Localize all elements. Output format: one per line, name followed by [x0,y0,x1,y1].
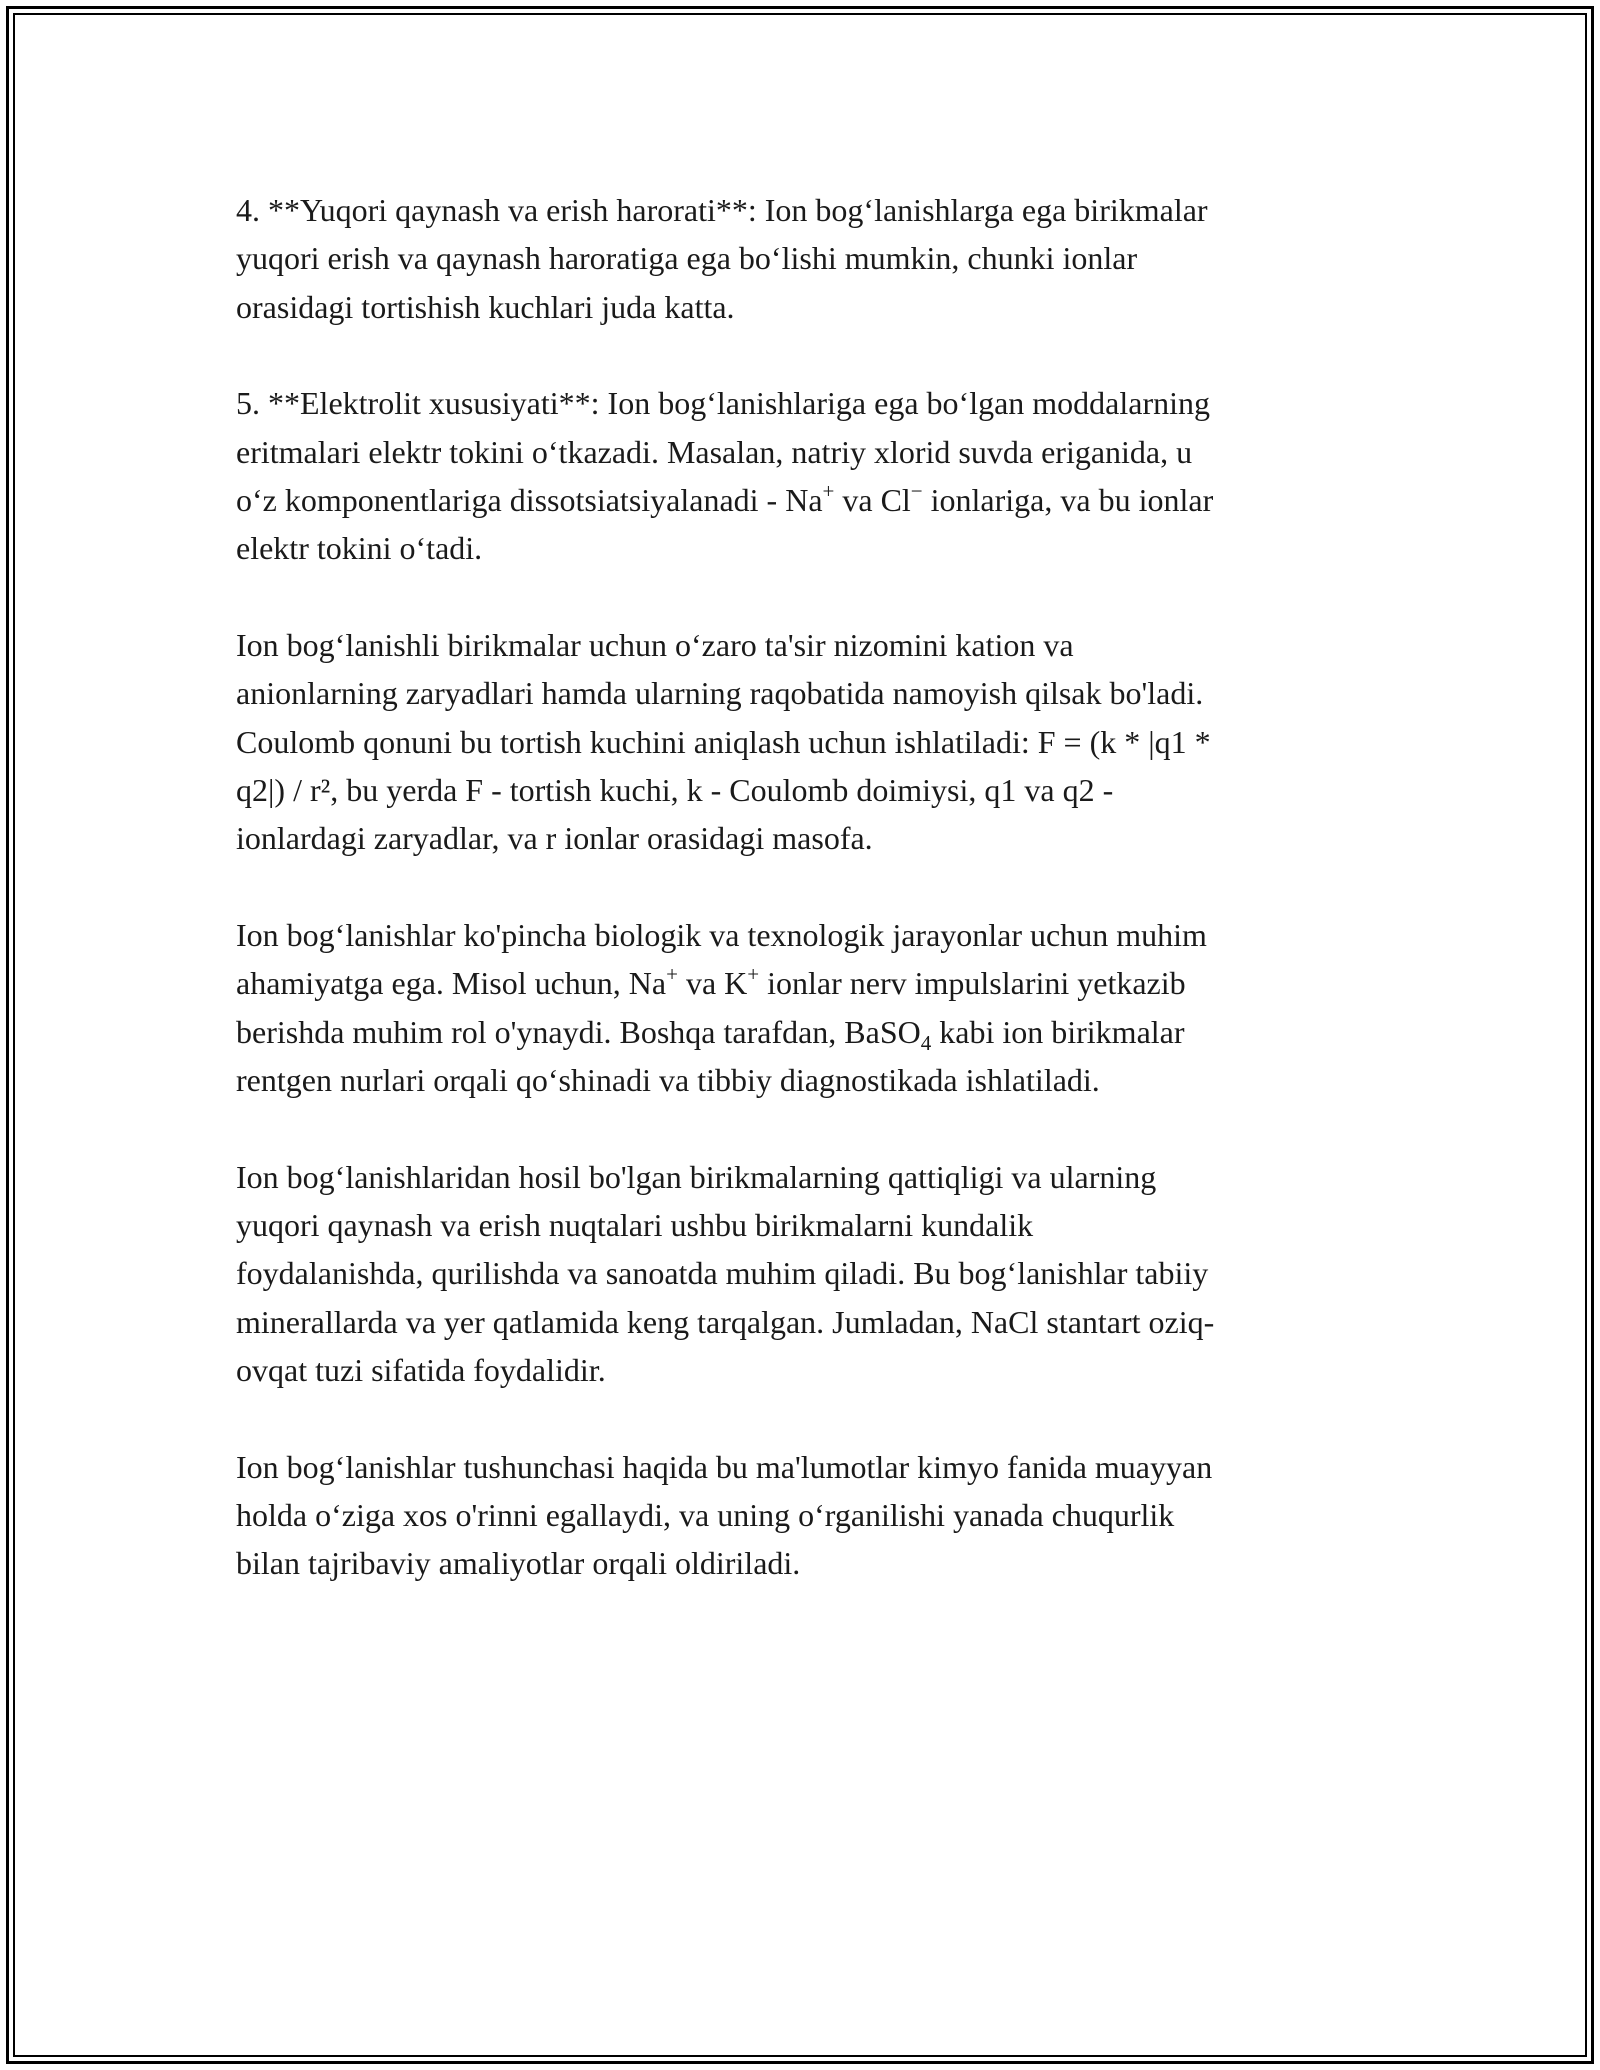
text-line: berishda muhim rol o'ynaydi. Boshqa tarafdan, BaSO$_4$ kabi ion birikmalar [236,1013,1185,1055]
text-line: ovqat tuzi sifatida foydalidir. [236,1352,606,1389]
paragraph-high-boiling-point [236,186,1366,331]
text-line: rentgen nurlari orqali qo‘shinadi va tibbiy diagnostikada ishlatiladi. [236,1062,1100,1099]
paragraph-coulomb-law [236,621,1366,863]
text-line: 4. **Yuqori qaynash va erish harorati**: Ion bog‘lanishlarga ega birikmalar [236,192,1208,228]
text-line: foydalanishda, qurilishda va sanoatda muhim qiladi. Bu bog‘lanishlar tabiiy [236,1255,1209,1292]
text-line: Coulomb qonuni bu tortish kuchini aniqlash uchun ishlatiladi: F = (k * |q1 * [236,723,1211,760]
text-line: holda o‘ziga xos o'rinni egallaydi, va uning o‘rganilishi yanada chuqurlik [236,1496,1175,1533]
formula-subscript: 4 [920,1030,932,1055]
text-line: eritmalari elektr tokini o‘tkazadi. Masalan, natriy xlorid suvda eriganida, u [236,433,1193,470]
paragraph-conclusion [236,1443,1366,1588]
charge-superscript: − [910,479,923,504]
text-line: orasidagi tortishish kuchlari juda katta. [236,288,735,325]
text-line: bilan tajribaviy amaliyotlar orqali oldiriladi. [236,1545,801,1582]
text-line: minerallarda va yer qatlamida keng tarqalgan. Jumladan, NaCl stantart oziq- [236,1303,1215,1340]
paragraph-electrolyte-property [236,379,1366,573]
text-line: yuqori qaynash va erish nuqtalari ushbu birikmalarni kundalik [236,1206,1034,1243]
text-line: ahamiyatga ega. Misol uchun, Na+ va K+ ionlar nerv impulslarini yetkazib [236,962,1186,1002]
text-line: Ion bog‘lanishlar ko'pincha biologik va texnologik jarayonlar uchun muhim [236,916,1207,953]
document-body [236,186,1366,1636]
paragraph-hardness-usage [236,1153,1366,1395]
text-line: ionlardagi zaryadlar, va r ionlar orasidagi masofa. [236,820,873,857]
text-line: q2|) / r², bu yerda F - tortish kuchi, k - Coulomb doimiysi, q1 va q2 - [236,772,1114,809]
text-line: Ion bog‘lanishlaridan hosil bo'lgan birikmalarning qattiqligi va ularning [236,1158,1157,1195]
charge-superscript: + [666,962,678,987]
text-line: 5. **Elektrolit xususiyati**: Ion bog‘lanishlariga ega bo‘lgan moddalarning [236,385,1211,422]
text-line: Ion bog‘lanishlar tushunchasi haqida bu ma'lumotlar kimyo fanida muayyan [236,1448,1213,1485]
text-line: elektr tokini o‘tadi. [236,530,483,567]
text-line: o‘z komponentlariga dissotsiatsiyalanadi - Na+ va Cl− ionlariga, va bu ionlar [236,479,1214,519]
text-line: Ion bog‘lanishli birikmalar uchun o‘zaro ta'sir nizomini kation va [236,626,1074,663]
charge-superscript: + [822,479,835,504]
text-line: yuqori erish va qaynash haroratiga ega bo‘lishi mumkin, chunki ionlar [236,240,1138,277]
paragraph-biological-importance [236,911,1366,1105]
charge-superscript: + [747,962,760,987]
text-line: anionlarning zaryadlari hamda ularning raqobatida namoyish qilsak bo'ladi. [236,675,1204,712]
